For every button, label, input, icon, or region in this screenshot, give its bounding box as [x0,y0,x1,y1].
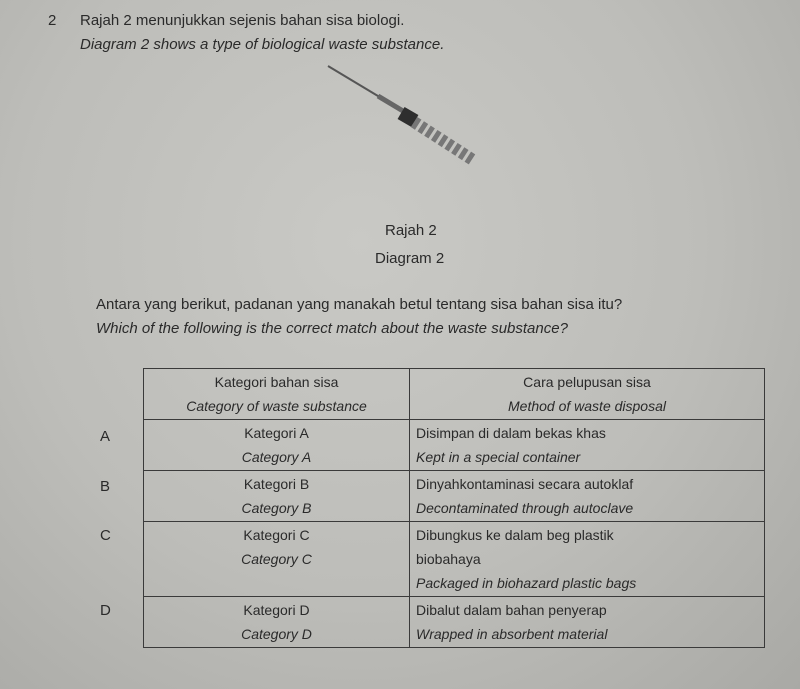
category-english: Category A [241,449,312,465]
header-category-malay: Kategori bahan sisa [214,374,339,390]
category-malay: Kategori A [244,425,309,441]
option-b-label[interactable]: B [100,478,111,495]
prompt-malay: Antara yang berikut, padanan yang manakah betul tentang sisa bahan sisa itu? [96,296,623,313]
question-text-malay: Rajah 2 menunjukkan sejenis bahan sisa biologi. [80,12,405,29]
diagram-label-english: Diagram 2 [375,250,445,267]
header-category-english: Category of waste substance [186,398,367,414]
method-malay: Dinyahkontaminasi secara autoklaf [416,476,634,492]
table-row [144,420,765,471]
answer-table [143,368,765,648]
table-row [144,471,765,522]
table-row [144,522,765,597]
method-malay: Dibalut dalam bahan penyerap [416,602,607,618]
method-english: Kept in a special container [416,449,581,465]
header-method-malay: Cara pelupusan sisa [523,374,651,390]
option-a-label[interactable]: A [100,428,111,445]
header-method-english: Method of waste disposal [508,398,666,414]
category-malay: Kategori B [243,476,310,492]
method-english: Decontaminated through autoclave [416,500,634,516]
question-number: 2 [48,12,57,29]
table-header-row [144,369,765,420]
category-english: Category C [241,551,312,567]
option-c-label[interactable]: C [100,527,111,544]
question-text-english: Diagram 2 shows a type of biological waste substance. [80,36,445,53]
method-malay: Dibungkus ke dalam beg plastik biobahaya [416,527,614,567]
method-malay: Disimpan di dalam bekas khas [416,425,606,441]
prompt-english: Which of the following is the correct match about the waste substance? [96,320,568,337]
category-malay: Kategori C [243,527,310,543]
method-english: Wrapped in absorbent material [416,626,608,642]
category-malay: Kategori D [243,602,310,618]
syringe-icon [318,62,488,192]
category-english: Category B [241,500,312,516]
diagram-label-malay: Rajah 2 [385,222,437,239]
method-english: Packaged in biohazard plastic bags [416,575,637,591]
table-row [144,597,765,648]
option-d-label[interactable]: D [100,602,111,619]
category-english: Category D [241,626,312,642]
